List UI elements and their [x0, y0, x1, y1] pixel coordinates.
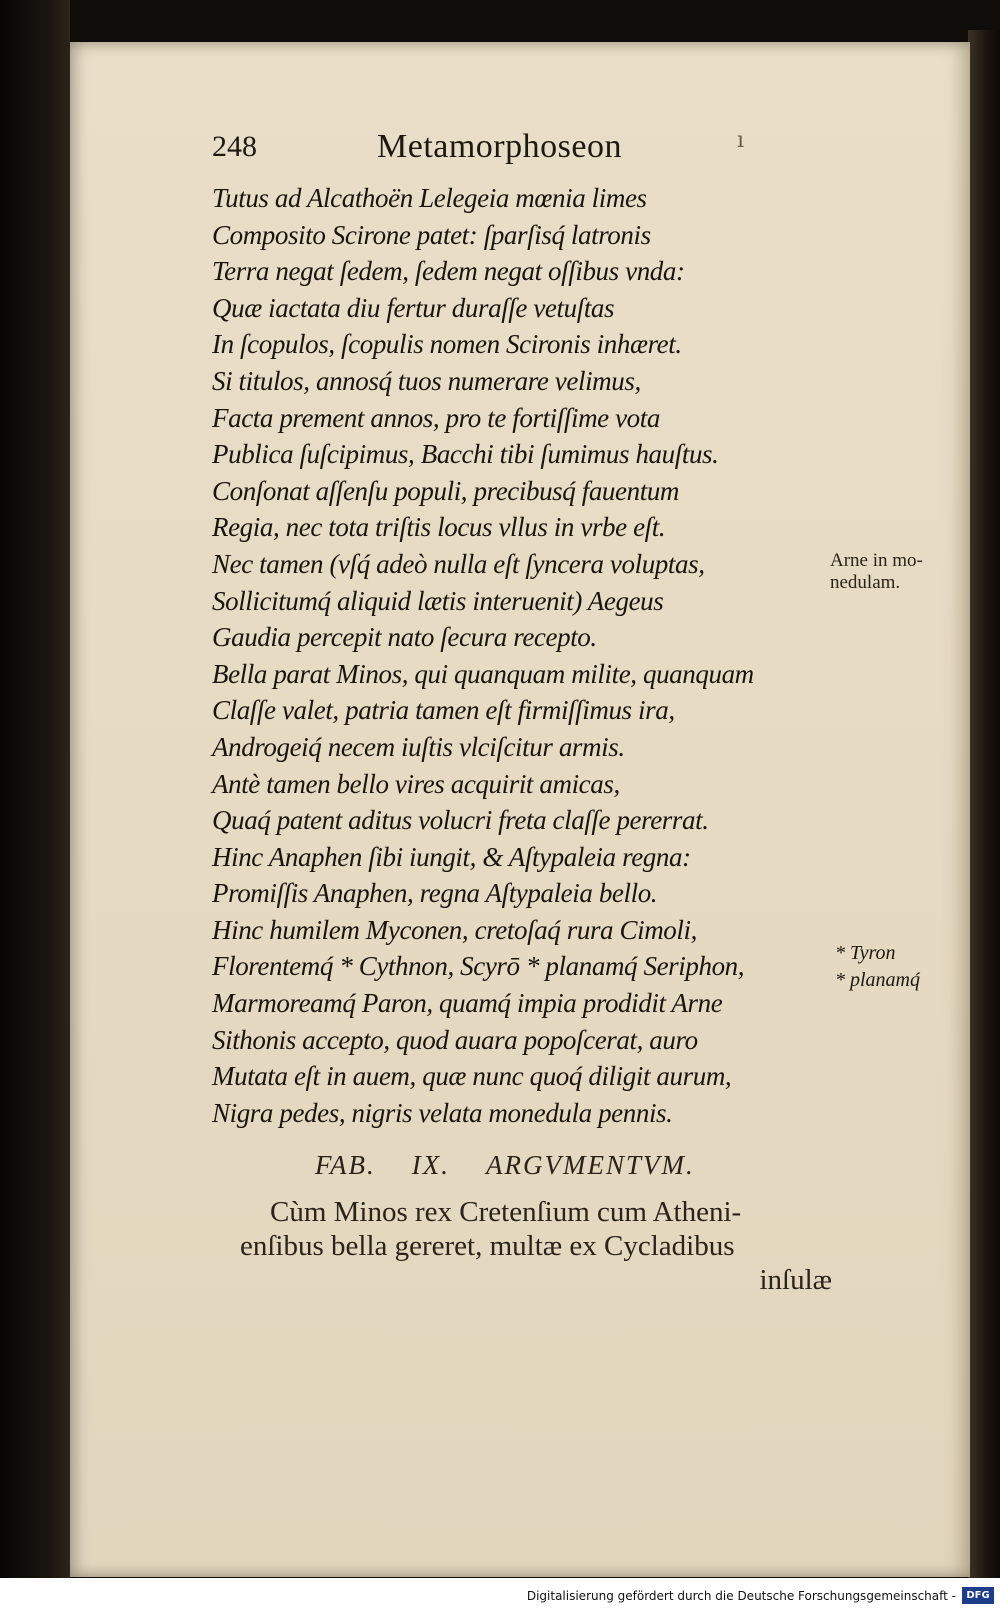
verse-line: Nec tamen (vſq́ adeò nulla eſt ſyncera voluptas, [212, 548, 705, 579]
dfg-logo: DFG [962, 1587, 994, 1604]
variant-reading: * Tyron [835, 942, 896, 964]
verse-line: Terra negat ſedem, ſedem negat oſſibus vnda: [212, 256, 685, 287]
verse-line: Sithonis accepto, quod auara popoſcerat, auro [212, 1024, 698, 1055]
verse-line: Hinc Anaphen ſibi iungit, & Aſtypaleia regna: [212, 841, 691, 872]
verse-line: Florentemq́ * Cythnon, Scyrō * planamq́ Seriphon, [212, 951, 745, 982]
page-header [212, 130, 772, 172]
argument-line: enſibus bella gereret, multæ ex Cycladibus [240, 1230, 735, 1262]
fable-number: IX. [411, 1150, 450, 1180]
digitization-footer [0, 1578, 1000, 1615]
verse-line: Marmoreamq́ Paron, quamq́ impia prodidit Arne [212, 988, 723, 1019]
next-page-edge [968, 30, 1000, 1590]
verse-line: Claſſe valet, patria tamen eſt firmiſſimus ira, [212, 695, 675, 726]
verse-line: Gaudia percepit nato ſecura recepto. [212, 622, 597, 653]
verse-line: Mutata eſt in auem, quæ nunc quoq́ diligit aurum, [212, 1061, 732, 1092]
scan-top-edge [0, 0, 1000, 40]
catchword: inſulæ [759, 1264, 832, 1296]
marginal-note-line: nedulam. [830, 572, 901, 593]
verse-line: Quaq́ patent aditus volucri freta claſſe pererrat. [212, 805, 709, 836]
ink-mark: ı [737, 128, 745, 153]
marginal-note-line: Arne in mo- [830, 550, 923, 571]
verse-line: Hinc humilem Myconen, cretoſaq́ rura Cimoli, [212, 914, 697, 945]
verse-line: Regia, nec tota triſtis locus vllus in vrbe eſt. [212, 512, 666, 543]
verse-line: Facta prement annos, pro te fortiſſime vota [212, 402, 660, 433]
verse-line: Publica ſuſcipimus, Bacchi tibi ſumimus hauſtus. [212, 439, 719, 470]
verse-line: Antè tamen bello vires acquirit amicas, [212, 768, 620, 799]
verse-line: Sollicitumq́ aliquid lætis interuenit) Aegeus [212, 585, 664, 616]
variant-reading: * planamq́ [835, 969, 920, 991]
verse-line: Tutus ad Alcathoën Lelegeia mœnia limes [212, 183, 647, 213]
verse-line: Promiſſis Anaphen, regna Aſtypaleia bello. [212, 878, 658, 909]
argument-line: Cùm Minos rex Cretenſium cum Atheni- [270, 1196, 742, 1228]
verse-line: Androgeiq́ necem iuſtis vlciſcitur armis. [212, 731, 625, 762]
verse-line: Quæ iactata diu fertur duraſſe vetuſtas [212, 292, 615, 323]
argument-paragraph [240, 1195, 840, 1297]
verse-line: In ſcopulos, ſcopulis nomen Scironis inhæret. [212, 329, 682, 360]
marginal-variant [835, 940, 955, 994]
verse-line: Bella parat Minos, qui quanquam milite, quanquam [212, 658, 754, 689]
verse-line: Si titulos, annosq́ tuos numerare velimus, [212, 365, 641, 396]
marginal-note [830, 550, 960, 594]
funding-credit: Digitalisierung gefördert durch die Deutsche Forschungsgemeinschaft - [526, 1589, 956, 1603]
book-spine-shadow [0, 0, 70, 1580]
verse-block [212, 180, 832, 1131]
running-title: Metamorphoseon [377, 128, 622, 165]
fable-heading [315, 1150, 731, 1181]
argumentum-label: ARGVMENTVM. [485, 1150, 695, 1180]
verse-line: Nigra pedes, nigris velata monedula pennis. [212, 1097, 673, 1128]
page-number: 248 [212, 130, 257, 163]
verse-line: Conſonat aſſenſu populi, precibusq́ fauentum [212, 475, 680, 506]
verse-line: Composito Scirone patet: ſparſisq́ latronis [212, 219, 651, 250]
fable-label: FAB. [315, 1150, 376, 1180]
